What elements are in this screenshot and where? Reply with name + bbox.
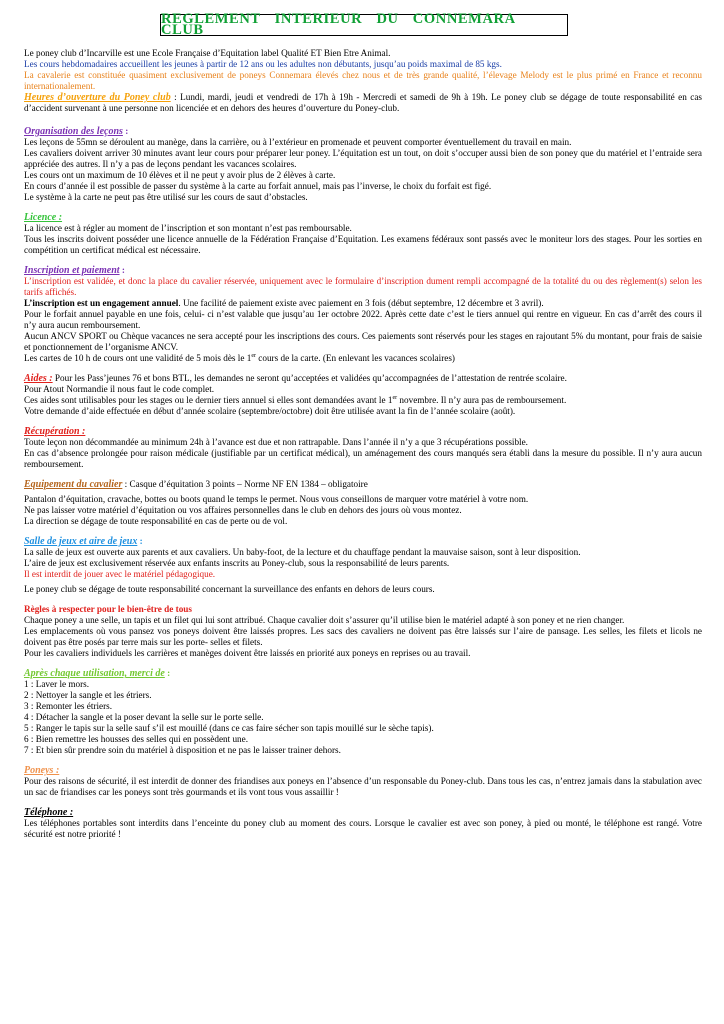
intro-section <box>24 48 702 114</box>
telephone-heading: Téléphone : <box>24 807 74 818</box>
page-title: REGLEMENT INTERIEUR DU CONNEMARA CLUB <box>161 11 515 38</box>
inscription-p1-bold: L’inscription est un engagement annuel <box>24 298 179 308</box>
organisation-p3: Les cours ont un maximum de 10 élèves et il ne peut y avoir plus de 2 élèves à carte. <box>24 170 336 180</box>
aides-p3-a: Ces aides sont utilisables pour les stages ou le dernier tiers annuel si elles sont demandées avant le 1 <box>24 395 393 405</box>
equipement-heading: Equipement du cavalier <box>24 479 123 490</box>
inscription-p1 <box>24 298 702 309</box>
apres-item: 6 : Bien remettre les housses des selles qui en possèdent une. <box>24 734 249 744</box>
apres-section <box>24 668 702 756</box>
hours-paragraph <box>24 92 702 114</box>
salle-p4: Le poney club se dégage de toute responsabilité concernant la surveillance des enfants en dehors de leurs cours. <box>24 584 435 594</box>
apres-item: 1 : Laver le mors. <box>24 679 90 689</box>
regles-p3: Pour les cavaliers individuels les carrières et manèges doivent être laissés en priorité aux poneys en reprises ou au travail. <box>24 648 471 658</box>
apres-item: 4 : Détacher la sangle et la poser devant la selle sur le porte selle. <box>24 712 264 722</box>
apres-item: 3 : Remonter les étriers. <box>24 701 113 711</box>
equipement-heading-suffix: : Casque d’équitation 3 points – Norme NF EN 1384 – obligatoire <box>122 479 368 489</box>
organisation-heading: Organisation des leçons <box>24 126 123 137</box>
salle-section <box>24 536 702 595</box>
apres-item: 2 : Nettoyer la sangle et les étriers. <box>24 690 152 700</box>
equipement-section <box>24 479 702 527</box>
aides-p3-b: novembre. Il n’y aura pas de remboursement. <box>397 395 567 405</box>
intro-line-3: La cavalerie est constituée quasiment exclusivement de poneys Connemara élevés chez nous et de très grande qualité, l’élevage Melody est le plus primé en France et reconnu internationalement. <box>24 70 702 91</box>
aides-p1-text: Pour les Pass’jeunes 76 et bons BTL, les demandes ne seront qu’acceptées et validées qu’accompagnées de l’attestation de rentrée scolaire. <box>52 373 567 383</box>
intro-line-2: Les cours hebdomadaires accueillent les jeunes à partir de 12 ans ou les adultes non débutants, jusqu’au poids maximal de 85 kgs. <box>24 59 502 69</box>
inscription-section <box>24 265 702 364</box>
inscription-p2: Pour le forfait annuel payable en une fois, celui- ci n’est valable que jusqu’au 1er octobre 2022. Après cette date c’est le tiers annuel qui rentre en vigueur. En cas d’arrêt des cours il n’y aura aucun remboursement. <box>24 309 702 330</box>
apres-heading-suffix: : <box>164 668 171 678</box>
intro-line-1: Le poney club d’Incarville est une Ecole Française d’Equitation label Qualité ET Bien Etre Animal. <box>24 48 391 58</box>
poneys-heading: Poneys : <box>24 765 60 776</box>
licence-heading: Licence : <box>24 212 63 223</box>
licence-p2: Tous les inscrits doivent posséder une licence annuelle de la Fédération Française d’Equitation. Les examens fédéraux sont passés avec le moniteur lors des stages. Pour les sorties en compétition un certificat médical est nécessaire. <box>24 234 702 255</box>
organisation-p5: Le système à la carte ne peut pas être utilisé sur les cours de saut d’obstacles. <box>24 192 308 202</box>
inscription-p4-b: cours de la carte. (En enlevant les vacances scolaires) <box>256 353 455 363</box>
recuperation-heading: Récupération : <box>24 426 86 437</box>
organisation-p2: Les cavaliers doivent arriver 30 minutes avant leur cours pour préparer leur poney. L’équitation est un tout, on doit s’occuper aussi bien de son poney que du matériel et l’entraide sera appréciée des autres. Il n’y a pas de leçons pendant les vacances scolaires. <box>24 148 702 169</box>
hours-heading: Heures d’ouverture du Poney club <box>24 92 171 103</box>
poneys-section <box>24 765 702 798</box>
organisation-heading-suffix: : <box>122 126 129 136</box>
recuperation-p2: En cas d’absence prolongée pour raison médicale (justifiable par un certificat médical), un aménagement des cours manqués sera établi dans la mesure du possible. Il n’y aura aucun remboursement. <box>24 448 702 469</box>
organisation-section <box>24 126 702 203</box>
document-body <box>24 48 702 840</box>
inscription-red-notice: L’inscription est validée, et donc la place du cavalier réservée, uniquement avec le formulaire d’inscription dument rempli accompagné de la totalité du ou des règlement(s) selon les tarifs affichés. <box>24 276 702 297</box>
aides-p3-sup: er <box>392 394 398 401</box>
regles-p2: Les emplacements où vous pansez vos poneys doivent être laissés propres. Les sacs des cavaliers ne doivent pas être laissés sur l’aire de pansage. Les selles, les filets et licols ne doivent pas être posés par terre mais sur les porte- selles et filets. <box>24 626 702 647</box>
title-box <box>160 11 568 38</box>
aides-section <box>24 373 702 417</box>
inscription-p4-sup: er <box>251 352 256 359</box>
inscription-p1-rest: . Une facilité de paiement existe avec paiement en 3 fois (début septembre, 12 décembre et 3 avril). <box>178 298 544 308</box>
inscription-p4 <box>24 353 702 364</box>
apres-item: 5 : Ranger le tapis sur la selle sauf s’il est mouillé (dans ce cas faire sécher son tapis mouillé sur le sèche tapis). <box>24 723 434 733</box>
regles-p1: Chaque poney a une selle, un tapis et un filet qui lui sont attribué. Chaque cavalier doit s’assurer qu’il utilise bien le matériel adapté à son poney et ne rien changer. <box>24 615 625 625</box>
telephone-p1: Les téléphones portables sont interdits dans l’enceinte du poney club au moment des cours. Lorsque le cavalier est avec son poney, à pied ou monté, le téléphone est rangé. Votre sécurité est notre priorité ! <box>24 818 702 839</box>
aides-p2: Pour Atout Normandie il nous faut le code complet. <box>24 384 215 394</box>
regles-section <box>24 604 702 659</box>
licence-p1: La licence est à régler au moment de l’inscription et son montant n’est pas remboursable. <box>24 223 352 233</box>
aides-p4: Votre demande d’aide effectuée en début d’année scolaire (septembre/octobre) doit être utilisée avant la fin de l’année scolaire (août). <box>24 406 516 416</box>
recuperation-p1: Toute leçon non décommandée au minimum 24h à l’avance est due et non rattrapable. Dans l’année il n’y a que 3 récupérations possible. <box>24 437 528 447</box>
poneys-p1: Pour des raisons de sécurité, il est interdit de donner des friandises aux poneys en l’absence d’un responsable du Poney-club. Dans tous les cas, n’entrez jamais dans la stabulation avec un sac de friandises car les poneys sont très gourmands et ils vont tous vous assaillir ! <box>24 776 702 797</box>
apres-heading: Après chaque utilisation, merci de <box>24 668 165 679</box>
inscription-p3: Aucun ANCV SPORT ou Chèque vacances ne sera accepté pour les inscriptions des cours. Ces paiements sont réservés pour les stages en rajoutant 5% du montant, pour frais de saisie et ponctionnement de l’organisme ANCV. <box>24 331 702 352</box>
recuperation-section <box>24 426 702 470</box>
organisation-p1: Les leçons de 55mn se déroulent au manège, dans la carrière, ou à l’extérieur en promenade et peuvent comporter éventuellement du travail en main. <box>24 137 572 147</box>
salle-p2: L’aire de jeux est exclusivement réservée aux enfants inscrits au Poney-club, sous la responsabilité de leurs parents. <box>24 558 450 568</box>
aides-heading: Aides : <box>24 373 53 384</box>
telephone-section <box>24 807 702 840</box>
inscription-p4-a: Les cartes de 10 h de cours ont une validité de 5 mois dès le 1 <box>24 353 252 363</box>
aides-p1 <box>24 373 702 384</box>
salle-heading-suffix: : <box>137 536 143 546</box>
aides-p3 <box>24 395 702 406</box>
inscription-heading: Inscription et paiement <box>24 265 120 276</box>
inscription-heading-suffix: : <box>119 265 125 275</box>
organisation-p4: En cours d’année il est possible de passer du système à la carte au forfait annuel, mais pas l’inverse, le choix du forfait est figé. <box>24 181 492 191</box>
salle-p1: La salle de jeux est ouverte aux parents et aux cavaliers. Un baby-foot, de la lecture et du chauffage pendant la mauvaise saison, sont à leur disposition. <box>24 547 581 557</box>
equipement-p1: Pantalon d’équitation, cravache, bottes ou boots quand le temps le permet. Nous vous conseillons de marquer votre matériel à votre nom. <box>24 494 529 504</box>
apres-item: 7 : Et bien sûr prendre soin du matériel à disposition et ne pas le laisser trainer dehors. <box>24 745 341 755</box>
hours-text: : Lundi, mardi, jeudi et vendredi de 17h à 19h - Mercredi et samedi de 9h à 19h. Le poney club se dégage de toute responsabilité en cas d’accident survenant à une personne non licenciée et en dehors des heures d’ouverture du Poney-club. <box>24 92 702 113</box>
equipement-p3: La direction se dégage de toute responsabilité en cas de perte ou de vol. <box>24 516 288 526</box>
regles-heading: Règles à respecter pour le bien-être de tous <box>24 604 192 614</box>
salle-heading: Salle de jeux et aire de jeux <box>24 536 138 547</box>
licence-section <box>24 212 702 256</box>
salle-p3: Il est interdit de jouer avec le matériel pédagogique. <box>24 569 216 579</box>
equipement-p2: Ne pas laisser votre matériel d’équitation ou vos affaires personnelles dans le club en dehors des jours où vous montez. <box>24 505 462 515</box>
